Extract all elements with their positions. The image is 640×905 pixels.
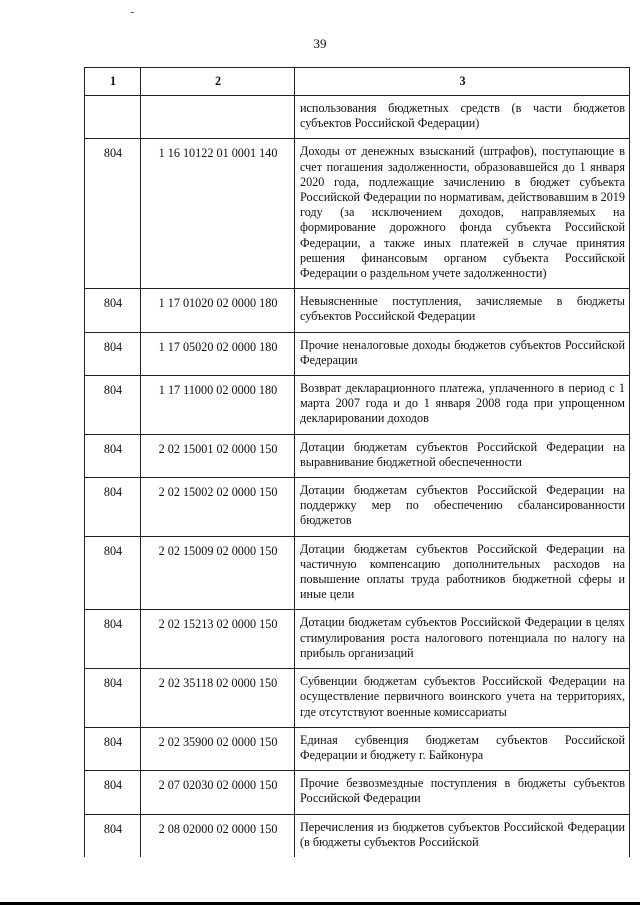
code-cell: 1 17 01020 02 0000 180 — [141, 289, 295, 332]
table-row — [85, 610, 630, 669]
table-row — [85, 376, 630, 435]
table-row — [85, 814, 630, 857]
chapter-cell: 804 — [85, 814, 141, 857]
code-cell: 1 16 10122 01 0001 140 — [141, 139, 295, 289]
code-cell: 2 02 15213 02 0000 150 — [141, 610, 295, 669]
description-cell: Перечисления из бюджетов субъектов Российской Федерации (в бюджеты субъектов Российской — [295, 814, 630, 857]
description-cell: использования бюджетных средств (в части бюджетов субъектов Российской Федерации) — [295, 96, 630, 139]
scan-speck — [131, 12, 134, 13]
description-cell: Субвенции бюджетам субъектов Российской Федерации на осуществление первичного воинского учета на территориях, где отсутствуют военные комиссариаты — [295, 669, 630, 728]
description-cell: Дотации бюджетам субъектов Российской Федерации на поддержку мер по обеспечению сбалансированности бюджетов — [295, 478, 630, 537]
description-cell: Единая субвенция бюджетам субъектов Российской Федерации и бюджету г. Байконура — [295, 727, 630, 770]
chapter-cell: 804 — [85, 139, 141, 289]
chapter-cell: 804 — [85, 610, 141, 669]
chapter-cell: 804 — [85, 536, 141, 610]
table-row — [85, 478, 630, 537]
chapter-cell: 804 — [85, 376, 141, 435]
description-cell: Доходы от денежных взысканий (штрафов), поступающие в счет погашения задолженности, образовавшейся до 1 января 2020 года, подлежащие зачислению в бюджет субъекта Российской Федерации по нормативам, действовавшим в 2019 году (за исключением доходов, направляемых на формирование дорожного фонда субъекта Российской Федерации, а также иных платежей в случае принятия решения финансовым органом субъекта Российской Федерации о раздельном учете задолженности) — [295, 139, 630, 289]
table-row — [85, 139, 630, 289]
column-header-2: 2 — [141, 68, 295, 96]
revenue-codes-table — [84, 67, 630, 857]
code-cell: 2 02 15009 02 0000 150 — [141, 536, 295, 610]
table-row — [85, 96, 630, 139]
code-cell: 2 08 02000 02 0000 150 — [141, 814, 295, 857]
code-cell: 2 02 35900 02 0000 150 — [141, 727, 295, 770]
chapter-cell: 804 — [85, 289, 141, 332]
description-cell: Прочие безвозмездные поступления в бюджеты субъектов Российской Федерации — [295, 771, 630, 814]
chapter-cell: 804 — [85, 727, 141, 770]
code-cell: 2 07 02030 02 0000 150 — [141, 771, 295, 814]
chapter-cell: 804 — [85, 478, 141, 537]
code-cell: 2 02 15001 02 0000 150 — [141, 434, 295, 477]
chapter-cell: 804 — [85, 771, 141, 814]
code-cell: 2 02 35118 02 0000 150 — [141, 669, 295, 728]
description-cell: Возврат декларационного платежа, уплаченного в период с 1 марта 2007 года и до 1 января 2008 года при упрощенном декларировании доходов — [295, 376, 630, 435]
page-number: 39 — [313, 36, 327, 51]
code-cell — [141, 96, 295, 139]
table-row — [85, 771, 630, 814]
code-cell: 1 17 11000 02 0000 180 — [141, 376, 295, 435]
chapter-cell: 804 — [85, 669, 141, 728]
description-cell: Прочие неналоговые доходы бюджетов субъектов Российской Федерации — [295, 332, 630, 375]
code-cell: 2 02 15002 02 0000 150 — [141, 478, 295, 537]
column-header-1: 1 — [85, 68, 141, 96]
code-cell: 1 17 05020 02 0000 180 — [141, 332, 295, 375]
table-row — [85, 669, 630, 728]
chapter-cell: 804 — [85, 332, 141, 375]
table-row — [85, 536, 630, 610]
column-header-3: 3 — [295, 68, 630, 96]
table-row — [85, 434, 630, 477]
description-cell: Дотации бюджетам субъектов Российской Федерации на частичную компенсацию дополнительных расходов на повышение оплаты труда работников бюджетной сферы и иные цели — [295, 536, 630, 610]
table-row — [85, 289, 630, 332]
table-row — [85, 332, 630, 375]
chapter-cell: 804 — [85, 434, 141, 477]
chapter-cell — [85, 96, 141, 139]
description-cell: Дотации бюджетам субъектов Российской Федерации в целях стимулирования роста налогового потенциала по налогу на прибыль организаций — [295, 610, 630, 669]
description-cell: Дотации бюджетам субъектов Российской Федерации на выравнивание бюджетной обеспеченности — [295, 434, 630, 477]
table-header-row — [85, 68, 630, 96]
table-row — [85, 727, 630, 770]
description-cell: Невыясненные поступления, зачисляемые в бюджеты субъектов Российской Федерации — [295, 289, 630, 332]
